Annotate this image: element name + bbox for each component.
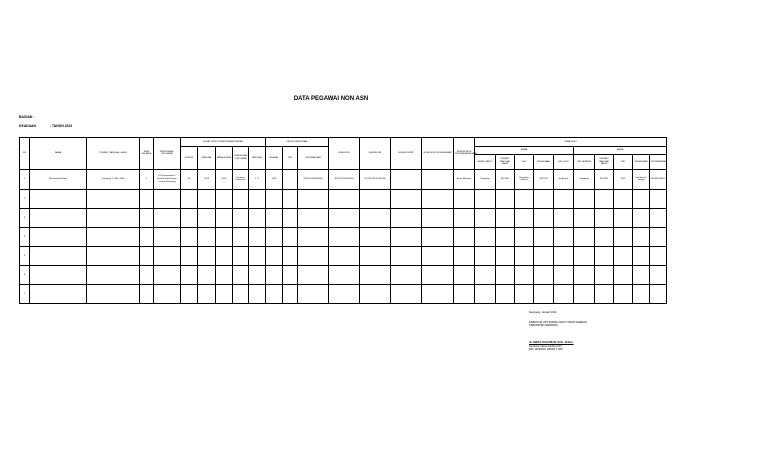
table-cell (181, 265, 198, 284)
table-cell (198, 284, 216, 303)
table-cell (595, 246, 614, 265)
table-cell (614, 284, 633, 303)
signature-title (529, 321, 587, 327)
table-row (20, 169, 667, 189)
table-cell (391, 265, 422, 284)
header-sub-right: NAMA (574, 147, 667, 155)
table-cell (515, 265, 534, 284)
row-c6: 2023 (266, 169, 283, 189)
table-cell (360, 227, 391, 246)
table-cell (534, 265, 554, 284)
table-cell (87, 284, 140, 303)
table-cell (614, 227, 633, 246)
header-npwp: NOMOR NPWP (391, 138, 422, 170)
header-nik: NOMOR NIK (360, 138, 391, 170)
table-cell (574, 189, 595, 208)
table-cell (249, 189, 266, 208)
header-bpjs-tk: NOMOR BPJS KETENAGAKERJAAN (454, 138, 475, 170)
table-cell (154, 208, 181, 227)
table-cell (233, 189, 249, 208)
table-cell (496, 284, 515, 303)
header-col-d: PEKERJAAN (534, 155, 554, 169)
table-cell (233, 208, 249, 227)
table-cell (454, 265, 475, 284)
table-cell (233, 284, 249, 303)
table-cell (391, 246, 422, 265)
table-cell (391, 208, 422, 227)
row-f8: 3527051 (595, 169, 614, 189)
row-f6: Siti Aisyah (554, 169, 574, 189)
header-nomor-kk: NOMOR KK (329, 138, 360, 170)
table-cell (633, 189, 650, 208)
table-cell (360, 265, 391, 284)
row-nama: Muhammad Ilham (30, 169, 87, 189)
table-cell (422, 284, 454, 303)
table-cell (329, 284, 360, 303)
table-cell (650, 189, 667, 208)
table-cell (554, 208, 574, 227)
table-row (20, 227, 667, 246)
header-ttl: TEMPAT / TANGGAL LAHIR (87, 138, 140, 170)
table-cell (298, 246, 329, 265)
table-cell (30, 208, 87, 227)
table-cell (391, 189, 422, 208)
table-cell (475, 284, 496, 303)
header-col-b: TEMPAT / TANGGAL LAHIR (496, 155, 515, 169)
table-cell (614, 189, 633, 208)
table-cell (574, 208, 595, 227)
table-cell (283, 189, 298, 208)
row-no: 5 (20, 246, 30, 265)
table-cell (30, 265, 87, 284)
table-cell (181, 246, 198, 265)
table-cell (475, 189, 496, 208)
table-cell (249, 284, 266, 303)
table-cell (534, 189, 554, 208)
table-cell (154, 284, 181, 303)
table-cell (475, 227, 496, 246)
table-cell (475, 265, 496, 284)
table-cell (283, 284, 298, 303)
table-cell (329, 208, 360, 227)
table-cell (216, 208, 233, 227)
table-cell (249, 246, 266, 265)
header-col-a: BERAT KARTU (475, 155, 496, 169)
row-pendidikan: S1 Keperawatan / Rumah Sakit Umum Daerah Sampang (154, 169, 181, 189)
table-cell (454, 246, 475, 265)
table-cell (515, 246, 534, 265)
table-cell (87, 227, 140, 246)
row-f2: Sampang (475, 169, 496, 189)
row-no: 2 (20, 189, 30, 208)
row-empty (283, 169, 298, 189)
table-cell (496, 265, 515, 284)
table-cell (515, 208, 534, 227)
table-cell (198, 246, 216, 265)
table-cell (154, 227, 181, 246)
header-sub-top: DATA SUSU (475, 138, 667, 147)
table-cell (534, 284, 554, 303)
table-cell (329, 189, 360, 208)
blank-rows (20, 189, 667, 303)
table-cell (30, 227, 87, 246)
header-pendidikan-2: PENDIDIKAN / PROGRAM (233, 147, 249, 169)
header-tanggal-2: TANGGAL (249, 147, 266, 169)
table-cell (87, 246, 140, 265)
table-cell (454, 284, 475, 303)
header-nama: NAMA (30, 138, 87, 170)
row-c3: 2023 (216, 169, 233, 189)
header-col-f: NIK LAINNYA (574, 155, 595, 169)
row-f10: Ibu Rumah Tangga (633, 169, 650, 189)
table-cell (554, 227, 574, 246)
table-cell (181, 189, 198, 208)
row-no: 4 (20, 227, 30, 246)
table-cell (30, 189, 87, 208)
table-cell (298, 208, 329, 227)
row-c1: 04 (181, 169, 198, 189)
table-cell (650, 208, 667, 227)
header-col-c: NIK (515, 155, 534, 169)
table-cell (534, 246, 554, 265)
table-cell (266, 208, 283, 227)
table-cell (595, 208, 614, 227)
row-bpjs-kes (391, 169, 422, 189)
table-cell (154, 189, 181, 208)
row-f7: Sampang (574, 169, 595, 189)
table-cell (298, 227, 329, 246)
row-kk: 3527051209870001 (298, 169, 329, 189)
row-no: 3 (20, 208, 30, 227)
header-sub-left: NAMA (475, 147, 574, 155)
table-cell (475, 246, 496, 265)
table-cell (140, 189, 154, 208)
table-cell (454, 189, 475, 208)
table-cell (30, 246, 87, 265)
row-no: 6 (20, 265, 30, 284)
table-cell (87, 189, 140, 208)
table-cell (534, 208, 554, 227)
signature-name: dr. ABDUL RACHMAN, SAG., M.Kes. (529, 341, 574, 344)
row-nik: 3527051705900002 (329, 169, 360, 189)
table-cell (422, 189, 454, 208)
table-cell (633, 284, 650, 303)
header-col-g: TEMPAT / TANGGAL LAHIR (595, 155, 614, 169)
table-cell (574, 284, 595, 303)
table-cell (30, 284, 87, 303)
table-cell (614, 265, 633, 284)
row-c4: Perawat Pelaksana (233, 169, 249, 189)
table-cell (633, 208, 650, 227)
header-group-b: KEDUDUKAN DINAS (266, 138, 329, 147)
table-cell (574, 227, 595, 246)
table-cell (650, 227, 667, 246)
signature-line-2: KABUPATEN SAMPANG (529, 324, 558, 328)
header-col-e: NIK SUSU (554, 155, 574, 169)
row-f4: Karyawan Swasta (515, 169, 534, 189)
table-cell (360, 284, 391, 303)
table-cell (454, 227, 475, 246)
table-cell (595, 265, 614, 284)
table-cell (249, 227, 266, 246)
table-cell (266, 189, 283, 208)
table-cell (554, 284, 574, 303)
row-f9: 2019 (614, 169, 633, 189)
row-f1: Ilham Maulana (454, 169, 475, 189)
table-cell (233, 246, 249, 265)
table-cell (216, 284, 233, 303)
header-col-j: KETERANGAN (650, 155, 667, 169)
table-cell (87, 208, 140, 227)
signature-nip: NIP. 19720601 200003 1 009 (529, 347, 563, 351)
row-f5: 3527051 (534, 169, 554, 189)
table-cell (496, 246, 515, 265)
table-cell (515, 284, 534, 303)
table-cell (140, 227, 154, 246)
table-cell (595, 189, 614, 208)
table-cell (140, 265, 154, 284)
table-cell (216, 265, 233, 284)
table-cell (249, 265, 266, 284)
table-cell (391, 227, 422, 246)
header-nomor: NOMOR (181, 147, 198, 169)
table-cell (475, 208, 496, 227)
table-cell (198, 189, 216, 208)
table-cell (595, 227, 614, 246)
row-bpjs-tk (422, 169, 454, 189)
signature-line-1: DIREKTUR UPT RUMAH SAKIT UMUM DAERAH (529, 321, 587, 324)
table-cell (283, 265, 298, 284)
row-c5: 1 / 1 (249, 169, 266, 189)
header-jenis-kelamin: JENIS KELAMIN (140, 138, 154, 170)
table-cell (181, 284, 198, 303)
header-col-h: NIK (614, 155, 633, 169)
row-ttl: Sampang, 17 Mei 1990 (87, 169, 140, 189)
table-cell (515, 189, 534, 208)
table-cell (329, 246, 360, 265)
table-cell (360, 208, 391, 227)
table-row (20, 246, 667, 265)
header-bpjs-kes: NOMOR BPJS KESEHATAN (422, 138, 454, 170)
table-cell (181, 208, 198, 227)
page-title: DATA PEGAWAI NON ASN (293, 96, 369, 102)
table-cell (454, 208, 475, 227)
table-cell (198, 208, 216, 227)
table-cell (283, 246, 298, 265)
table-cell (198, 227, 216, 246)
table-cell (422, 208, 454, 227)
employee-table (19, 137, 667, 304)
table-cell (266, 246, 283, 265)
table-cell (233, 227, 249, 246)
table-row (20, 265, 667, 284)
table-cell (515, 227, 534, 246)
table-cell (233, 265, 249, 284)
keadaan-label: KEADAAN : TAHUN 2023 (19, 124, 73, 128)
header-col-i: PEKERJAAN (633, 155, 650, 169)
table-cell (391, 284, 422, 303)
row-no: 1 (20, 169, 30, 189)
table-cell (298, 189, 329, 208)
table-cell (422, 265, 454, 284)
header-pendidikan: PENDIDIKAN / PROGRAM (154, 138, 181, 170)
table-cell (329, 227, 360, 246)
table-cell (360, 189, 391, 208)
table-cell (198, 265, 216, 284)
table-row (20, 284, 667, 303)
table-cell (650, 246, 667, 265)
header-tanggal: TANGGAL (198, 147, 216, 169)
header-tmt: TMT (283, 147, 298, 169)
bagian-label: BAGIAN : (19, 115, 35, 119)
table-cell (140, 208, 154, 227)
table-cell (496, 189, 515, 208)
table-cell (360, 246, 391, 265)
row-no: 7 (20, 284, 30, 303)
table-cell (554, 189, 574, 208)
table-cell (140, 284, 154, 303)
table-cell (298, 284, 329, 303)
header-no: NO (20, 138, 30, 170)
table-cell (154, 265, 181, 284)
table-cell (249, 208, 266, 227)
table-cell (181, 227, 198, 246)
table-cell (216, 189, 233, 208)
table-cell (534, 227, 554, 246)
header-row-1 (20, 138, 667, 147)
table-cell (216, 246, 233, 265)
table-cell (633, 265, 650, 284)
table-cell (283, 227, 298, 246)
signature-place-date: Sampang, Januari 2023 (529, 311, 557, 314)
table-cell (266, 265, 283, 284)
table-cell (283, 208, 298, 227)
table-cell (650, 284, 667, 303)
table-cell (554, 246, 574, 265)
table-cell (496, 227, 515, 246)
signature-details (529, 345, 563, 351)
table-cell (266, 227, 283, 246)
table-cell (140, 246, 154, 265)
table-cell (633, 246, 650, 265)
header-masa-kerja: MASA KERJA (216, 147, 233, 169)
table-cell (574, 265, 595, 284)
table-cell (266, 284, 283, 303)
table-row (20, 208, 667, 227)
table-cell (298, 265, 329, 284)
table-cell (87, 265, 140, 284)
table-cell (595, 284, 614, 303)
row-jk: L (140, 169, 154, 189)
row-c2: 2019 (198, 169, 216, 189)
table-cell (614, 246, 633, 265)
header-keterangan-b: KETERANGAN (298, 147, 329, 169)
header-sk-group: SURAT KEPUTUSAN PENGANGKATAN (181, 138, 266, 147)
table-cell (650, 265, 667, 284)
row-npwp: 81.230.450.6-608.000 (360, 169, 391, 189)
row-hp: 081231234567 (650, 169, 667, 189)
table-row (20, 189, 667, 208)
table-cell (614, 208, 633, 227)
table-cell (422, 227, 454, 246)
table-cell (329, 265, 360, 284)
table-cell (154, 246, 181, 265)
table-cell (216, 227, 233, 246)
table-cell (633, 227, 650, 246)
table-cell (574, 246, 595, 265)
signature-rank: Pembina Utama Muda (IV/c) (529, 344, 562, 348)
row-f3: 3527051 (496, 169, 515, 189)
header-alamat: ALAMAT (266, 147, 283, 169)
table-cell (554, 265, 574, 284)
table-cell (496, 208, 515, 227)
table-cell (422, 246, 454, 265)
